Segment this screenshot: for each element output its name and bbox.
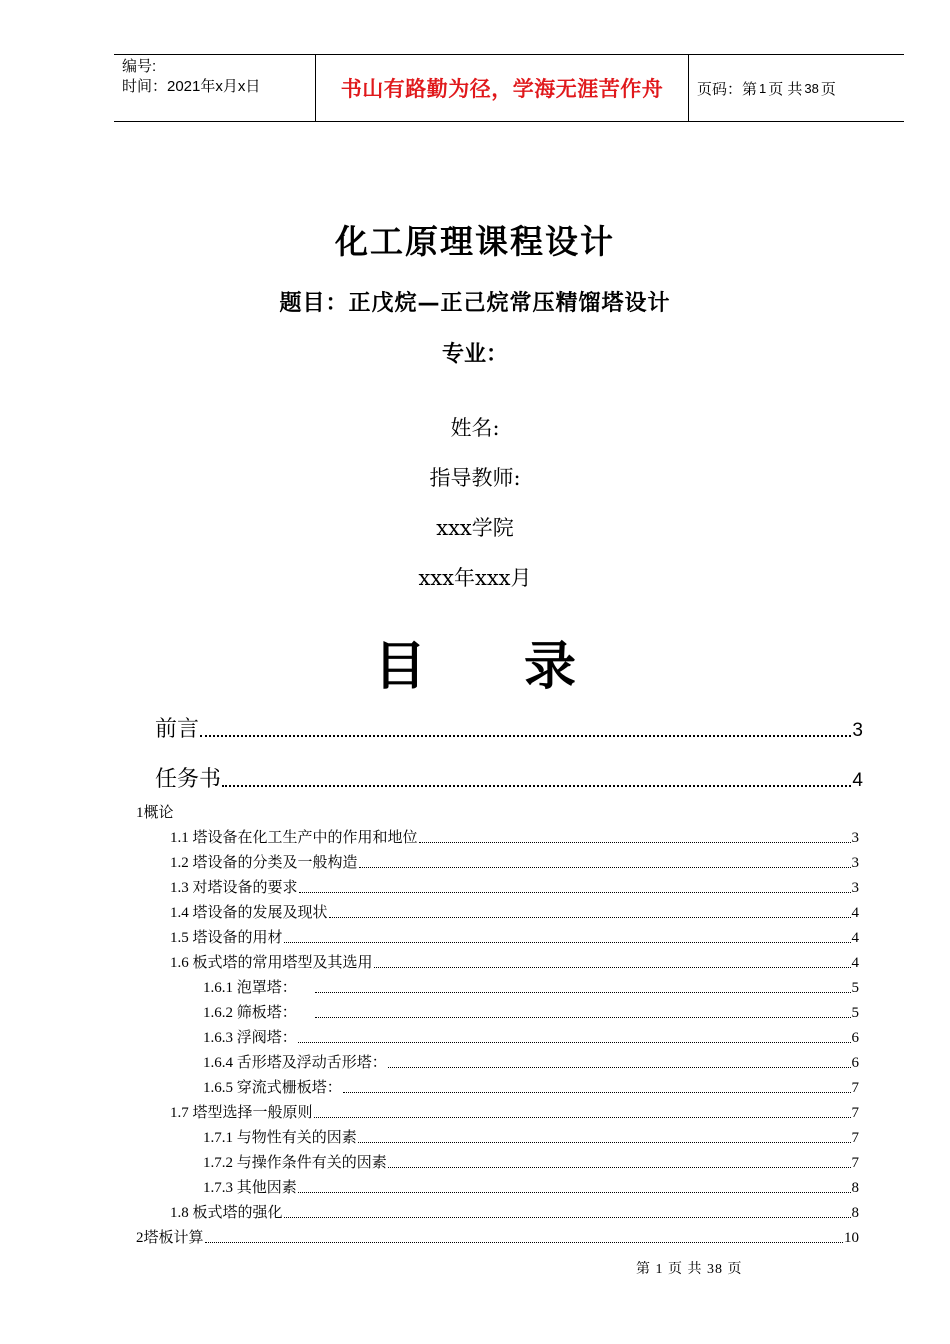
toc-entry-label: 1.6.1 泡罩塔： — [203, 980, 297, 996]
toc-entry[interactable] — [170, 826, 859, 847]
toc-leader — [299, 892, 851, 893]
toc-leader — [222, 785, 851, 787]
toc-entry[interactable] — [170, 926, 859, 947]
toc-entry[interactable] — [203, 1001, 859, 1022]
toc-entry-page: 3 — [852, 720, 863, 741]
college-label: xxx学院 — [436, 516, 514, 540]
toc-entry[interactable] — [203, 976, 859, 997]
toc-entry[interactable] — [170, 1101, 859, 1122]
toc-entry-label: 1.2 塔设备的分类及一般构造 — [170, 855, 358, 871]
page-suffix: 页 — [820, 80, 836, 98]
toc-entry-label: 1.6 板式塔的常用塔型及其选用 — [170, 955, 373, 971]
toc-leader — [359, 867, 851, 868]
toc-entry-page: 10 — [844, 1230, 859, 1246]
header-page-info — [689, 55, 904, 121]
toc-entry[interactable] — [170, 1201, 859, 1222]
page-total: 38 — [804, 80, 819, 96]
toc-entry-label: 1.1 塔设备在化工生产中的作用和地位 — [170, 830, 418, 846]
page-header — [114, 54, 904, 122]
toc-entry[interactable] — [170, 901, 859, 922]
toc-leader — [374, 967, 851, 968]
toc-leader — [284, 942, 851, 943]
toc-heading: 目 录 — [373, 637, 617, 697]
toc-entry[interactable] — [170, 876, 859, 897]
toc-entry-label: 1.7 塔型选择一般原则 — [170, 1105, 313, 1121]
toc-entry-label: 1.6.5 穿流式栅板塔： — [203, 1080, 342, 1096]
toc-entry[interactable] — [136, 1226, 859, 1247]
toc-entry-page: 4 — [851, 930, 859, 946]
toc-entry-page: 4 — [851, 955, 859, 971]
toc-leader — [388, 1167, 851, 1168]
toc-entry-page: 4 — [851, 905, 859, 921]
toc-entry-page: 5 — [851, 1005, 859, 1021]
toc-leader — [298, 1042, 851, 1043]
toc-entry-page: 6 — [851, 1055, 859, 1071]
toc-entry-label: 1.4 塔设备的发展及现状 — [170, 905, 328, 921]
toc-entry-label: 1.8 板式塔的强化 — [170, 1205, 283, 1221]
major-label: 专业： — [441, 342, 508, 367]
toc-leader — [200, 735, 851, 737]
toc-entry-label: 1.7.2 与操作条件有关的因素 — [203, 1155, 387, 1171]
toc-leader — [315, 992, 851, 993]
toc-leader — [205, 1242, 843, 1243]
toc-leader — [343, 1092, 851, 1093]
toc-entry-page: 8 — [851, 1180, 859, 1196]
toc-entry-label: 1.5 塔设备的用材 — [170, 930, 283, 946]
toc-leader — [298, 1192, 851, 1193]
toc-entry-label: 1.6.4 舌形塔及浮动舌形塔： — [203, 1055, 387, 1071]
header-meta — [114, 55, 315, 121]
toc-entry-page: 7 — [851, 1080, 859, 1096]
toc-entry[interactable] — [136, 801, 174, 822]
toc-entry[interactable] — [203, 1151, 859, 1172]
page-mid: 页 共 — [768, 80, 803, 98]
toc-leader — [284, 1217, 851, 1218]
number-label: 编号: — [122, 58, 157, 75]
toc-leader — [329, 917, 851, 918]
page-footer: 第 1 页 共 38 页 — [636, 1262, 743, 1277]
toc-entry[interactable] — [203, 1076, 859, 1097]
toc-leader — [419, 842, 851, 843]
toc-entry-page: 6 — [851, 1030, 859, 1046]
page-prefix: 页码：第 — [697, 80, 758, 98]
toc-entry-page: 5 — [851, 980, 859, 996]
toc-entry-page: 7 — [851, 1155, 859, 1171]
toc-entry-page: 3 — [851, 830, 859, 846]
toc-entry-label: 1.6.2 筛板塔： — [203, 1005, 297, 1021]
toc-entry-label: 前言 — [155, 717, 200, 742]
toc-entry-page: 7 — [851, 1130, 859, 1146]
toc-leader — [315, 1017, 851, 1018]
toc-entry-page: 3 — [851, 880, 859, 896]
toc-entry[interactable] — [155, 712, 863, 743]
page-number: 1 — [759, 80, 767, 96]
toc-leader — [314, 1117, 851, 1118]
toc-entry[interactable] — [170, 851, 859, 872]
name-label: 姓名: — [450, 416, 500, 440]
header-motto: 书山有路勤为径，学海无涯苦作舟 — [315, 55, 689, 121]
document-subtitle: 题目：正戊烷—正己烷常压精馏塔设计 — [279, 291, 671, 316]
toc-entry[interactable] — [203, 1126, 859, 1147]
toc-leader — [358, 1142, 851, 1143]
date-label: xxx年xxx月 — [418, 566, 532, 590]
toc-entry-label: 1.3 对塔设备的要求 — [170, 880, 298, 896]
toc-entry-label: 1.7.3 其他因素 — [203, 1180, 297, 1196]
toc-entry-page: 8 — [851, 1205, 859, 1221]
advisor-label: 指导教师: — [429, 466, 521, 490]
toc-entry-label: 2塔板计算 — [136, 1230, 204, 1246]
toc-entry-label: 1.6.3 浮阀塔： — [203, 1030, 297, 1046]
toc-entry[interactable] — [170, 951, 859, 972]
toc-entry[interactable] — [203, 1176, 859, 1197]
toc-entry-page: 4 — [852, 770, 863, 791]
toc-leader — [388, 1067, 851, 1068]
toc-entry[interactable] — [203, 1026, 859, 1047]
document-title: 化工原理课程设计 — [335, 222, 615, 261]
toc-entry-label: 1概论 — [136, 805, 174, 821]
toc-entry-label: 1.7.1 与物性有关的因素 — [203, 1130, 357, 1146]
toc-entry-label: 任务书 — [155, 767, 222, 792]
time-label: 时间：2021年x月x日 — [122, 78, 261, 95]
toc-entry-page: 3 — [851, 855, 859, 871]
toc-entry[interactable] — [203, 1051, 859, 1072]
toc-entry[interactable] — [155, 762, 863, 793]
toc-entry-page: 7 — [851, 1105, 859, 1121]
